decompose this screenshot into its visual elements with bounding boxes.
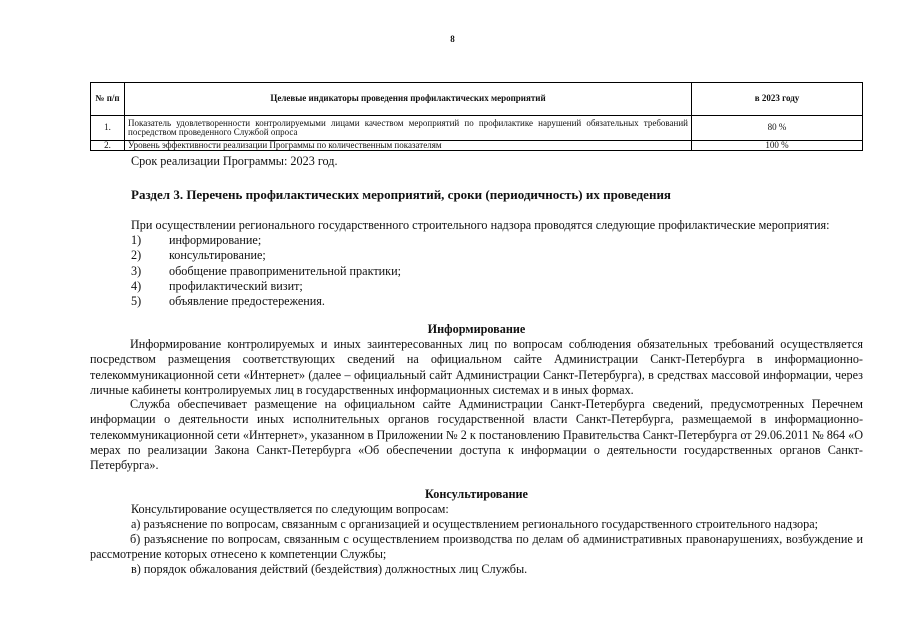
list-item-number: 1) — [131, 233, 142, 247]
list-item-text: объявление предостережения. — [169, 294, 325, 309]
header-year: в 2023 году — [692, 83, 863, 116]
table-row — [91, 141, 863, 151]
target-indicators-table — [90, 82, 863, 151]
informing-paragraph-1: Информирование контролируемых и иных заинтересованных лиц по вопросам соблюдения обязательных требований осуществляется посредством размещения соответствующих сведений на официальном сайте Администрации Санкт-Петербурга в информационно-телекоммуникационной сети «Интернет» (далее – официальный сайт Администрации Санкт-Петербурга), в средствах массовой информации, через личные кабинеты контролируемых лиц в государственных информационных системах и в иных формах. — [90, 337, 863, 397]
table-row — [91, 116, 863, 141]
list-item-number: 2) — [131, 248, 142, 263]
table-header-row — [91, 83, 863, 116]
list-item — [131, 294, 631, 309]
section-3-title: Раздел 3. Перечень профилактических мероприятий, сроки (периодичность) их проведения — [131, 187, 671, 202]
consulting-item-c: в) порядок обжалования действий (бездействия) должностных лиц Службы. — [131, 562, 528, 576]
row-indicator: Показатель удовлетворенности контролируемыми лицами качеством мероприятий по профилактике нарушений обязательных требований посредством проведенного Службой опроса — [125, 116, 692, 141]
header-number: № п/п — [91, 83, 125, 116]
consulting-item-a: а) разъяснение по вопросам, связанным с организацией и осуществлением регионального государственного строительного надзора; — [131, 517, 819, 531]
list-item-text: профилактический визит; — [169, 278, 303, 293]
row-number: 1. — [91, 116, 125, 141]
section-3-intro: При осуществлении регионального государственного строительного надзора проводятся следующие профилактические мероприятия: — [131, 218, 830, 232]
list-item-number: 5) — [131, 294, 142, 309]
list-item-text: информирование; — [169, 233, 262, 247]
header-indicator: Целевые индикаторы проведения профилактических мероприятий — [125, 83, 692, 116]
row-value: 100 % — [692, 141, 863, 151]
consulting-item-b: б) разъяснение по вопросам, связанным с осуществлением производства по делам об административных правонарушениях, возбуждение и рассмотрение которых отнесено к компетенции Службы; — [90, 532, 863, 562]
row-number: 2. — [91, 141, 125, 151]
list-item — [131, 233, 631, 248]
program-term: Срок реализации Программы: 2023 год. — [131, 154, 338, 168]
list-item-number: 4) — [131, 278, 142, 293]
list-item — [131, 279, 631, 294]
row-value: 80 % — [692, 116, 863, 141]
list-item — [131, 264, 631, 279]
page-number: 8 — [450, 34, 455, 44]
informing-paragraph-2: Служба обеспечивает размещение на официальном сайте Администрации Санкт-Петербурга сведений, предусмотренных Перечнем информации о деятельности иных исполнительных органов государственной власти Санкт-Петербурга, размещаемой в информационно-телекоммуникационной сети «Интернет», указанном в Приложении № 2 к постановлению Правительства Санкт-Петербурга от 29.06.2011 № 864 «О мерах по реализации Закона Санкт-Петербурга «Об обеспечении доступа к информации о деятельности государственных органов Санкт-Петербурга». — [90, 397, 863, 473]
consulting-intro: Консультирование осуществляется по следующим вопросам: — [131, 502, 449, 516]
list-item — [131, 248, 631, 263]
informing-heading: Информирование — [427, 322, 526, 336]
row-indicator: Уровень эффективности реализации Программы по количественным показателям — [125, 141, 692, 151]
consulting-heading: Консультирование — [425, 487, 528, 501]
measures-list — [131, 233, 631, 309]
list-item-text: обобщение правоприменительной практики; — [169, 263, 402, 278]
list-item-text: консультирование; — [169, 248, 266, 263]
list-item-number: 3) — [131, 263, 142, 278]
